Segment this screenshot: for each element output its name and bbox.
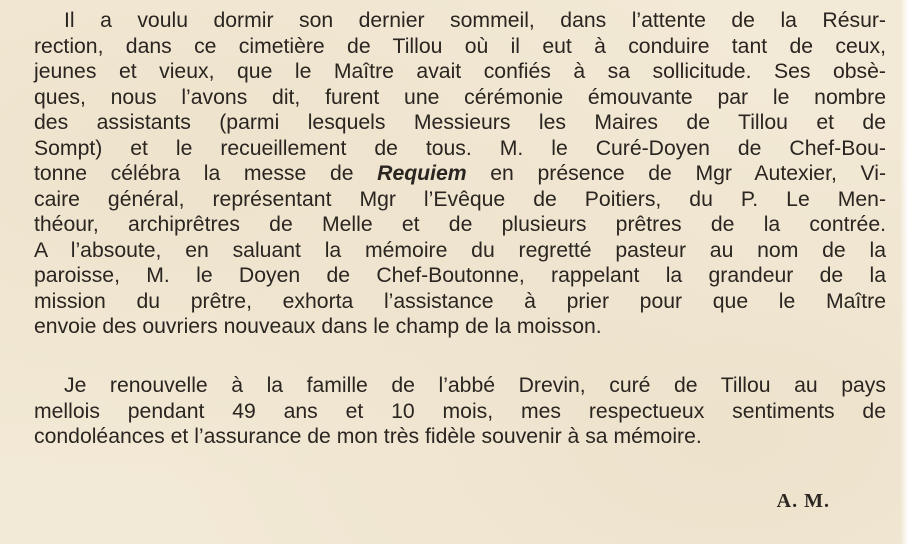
text-line: Sompt) et le recueillement de tous. M. le Curé-Doyen de Chef-Bou- (34, 136, 886, 160)
text-line: des assistants (parmi lesquels Messieurs les Maires de Tillou et de (34, 111, 886, 134)
text-fragment: en présence de Mgr Autexier, Vi- (466, 162, 887, 185)
text-line: Il a voulu dormir son dernier sommeil, dans l’attente de la Résur- (64, 9, 886, 32)
text-line: mellois pendant 49 ans et 10 mois, mes respectueux sentiments de (34, 399, 886, 423)
text-line: envoie des ouvriers nouveaux dans le champ de la moisson. (34, 315, 602, 338)
text-line: mission du prêtre, exhorta l’assistance à prier pour que le Maître (34, 289, 886, 313)
text-line (34, 161, 886, 187)
text-line: théour, archiprêtres de Melle et de plusieurs prêtres de la contrée. (34, 213, 886, 236)
text-fragment: tonne célébra la messe de (34, 162, 378, 185)
page-edge (900, 0, 908, 544)
italic-word: Requiem (377, 162, 467, 185)
signature: A. M. (776, 490, 830, 512)
text-line: Je renouvelle à la famille de l’abbé Drevin, curé de Tillou au pays (64, 374, 886, 397)
text-line: paroisse, M. le Doyen de Chef-Boutonne, rappelant la grandeur de la (34, 264, 886, 287)
text-line: rection, dans ce cimetière de Tillou où il eut à conduire tant de ceux, (34, 34, 886, 58)
text-line: A l’absoute, en saluant la mémoire du regretté pasteur au nom de la (34, 238, 886, 262)
text-line: ques, nous l’avons dit, furent une cérémonie émouvante par le nombre (34, 85, 886, 109)
paragraph-2 (34, 373, 886, 450)
text-line: jeunes et vieux, que le Maître avait confiés à sa sollicitude. Ses obsè- (34, 60, 886, 83)
text-line: caire général, représentant Mgr l’Evêque de Poitiers, du P. Le Men- (34, 187, 886, 211)
paragraph-1 (34, 8, 886, 340)
text-line: condoléances et l’assurance de mon très fidèle souvenir à sa mémoire. (34, 425, 702, 448)
